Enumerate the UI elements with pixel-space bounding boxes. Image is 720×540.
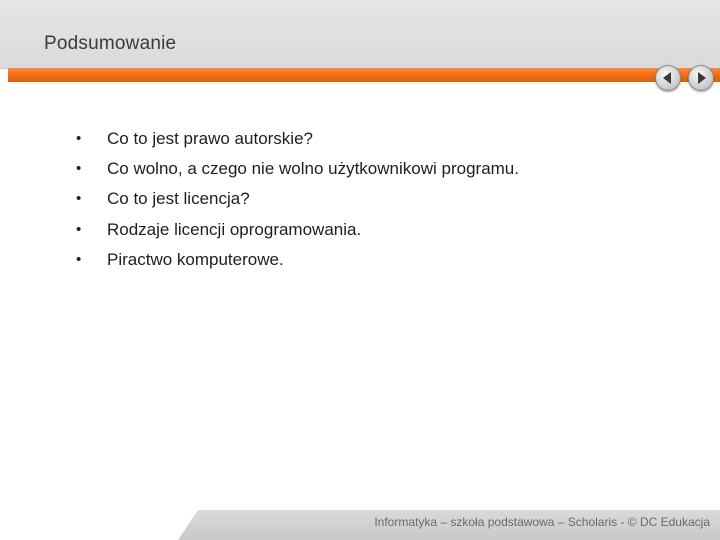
bullet-text: Co to jest prawo autorskie? [107,129,313,148]
arrow-left-icon [656,66,680,90]
list-item [76,245,519,275]
list-item [76,184,519,214]
accent-bar [8,68,720,82]
slide-header [0,0,720,69]
bullet-marker: • [76,220,82,238]
previous-slide-button[interactable] [655,65,681,91]
list-item [76,154,519,184]
arrow-right-icon [689,66,713,90]
bullet-marker: • [76,190,82,208]
bullet-marker: • [76,250,82,268]
slide-title: Podsumowanie [44,33,177,54]
bullet-text: Rodzaje licencji oprogramowania. [107,219,362,239]
bullet-marker: • [76,160,82,178]
bullet-list [76,124,519,275]
list-item [76,215,519,245]
bullet-text: Co wolno, a czego nie wolno użytkownikowi programu. [107,159,519,179]
bullet-marker: • [76,130,82,147]
bullet-text: Piractwo komputerowe. [107,249,284,269]
list-item [76,124,519,154]
footer-text: Informatyka – szkoła podstawowa – Scholaris - © DC Edukacja [374,515,710,529]
bullet-text: Co to jest licencja? [107,189,250,209]
next-slide-button[interactable] [688,65,714,91]
